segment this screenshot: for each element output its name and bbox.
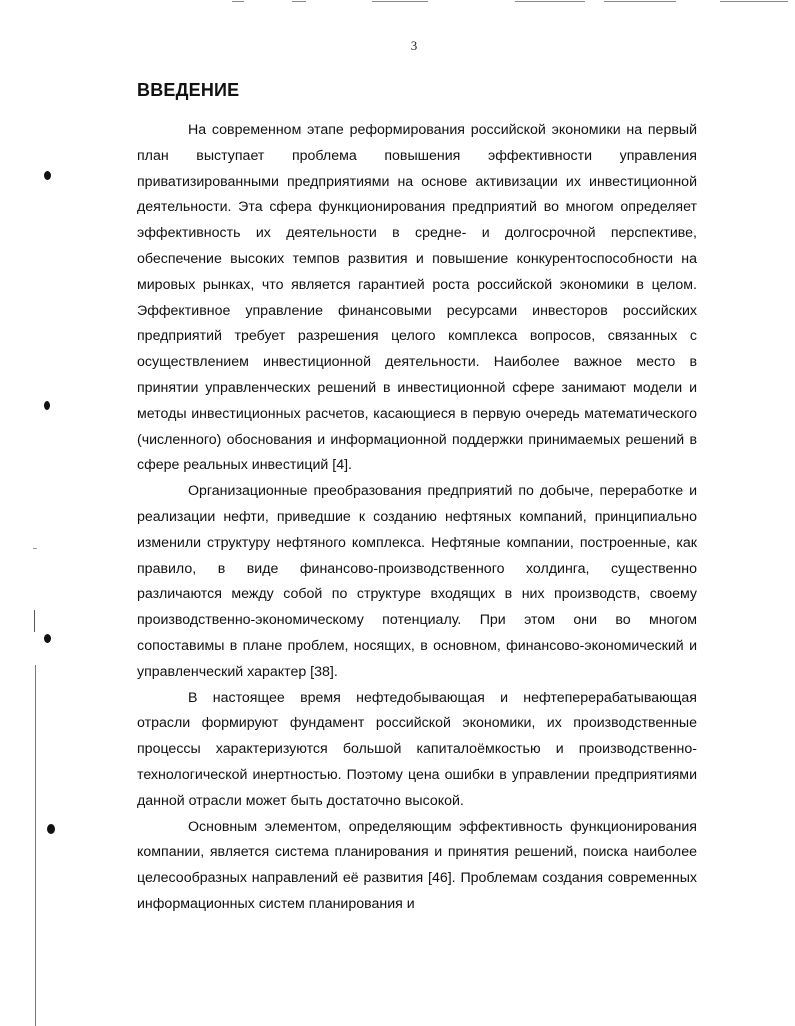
punch-hole-mark xyxy=(44,401,50,410)
scan-artifact-line xyxy=(515,1,585,2)
scan-artifact-line xyxy=(232,1,244,2)
punch-hole-mark xyxy=(44,634,51,643)
paragraph: Организационные преобразования предприятий по добыче, переработке и реализации нефти, приведшие к созданию нефтяных компаний, принципиально изменили структуру нефтяного комплекса. Нефтяные компании, построенные, как правило, в виде финансово-производственного холдинга, существенно различаются между собой по структуре входящих в них производств, своему производственно-экономическому потенциалу. При этом они во многом сопоставимы в плане проблем, носящих, в основном, финансово-экономический и управленческий характер [38]. xyxy=(137,483,697,680)
scan-artifact-edge xyxy=(34,610,35,632)
body-text xyxy=(137,118,697,918)
punch-hole-mark xyxy=(44,171,51,180)
scan-artifact-line xyxy=(372,1,428,2)
scan-artifact-line xyxy=(604,1,676,2)
paragraph: Основным элементом, определяющим эффективность функционирования компании, является система планирования и принятия решений, поиска наиболее целесообразных направлений её развития [46]. Проблемам создания современных информационных систем планирования и xyxy=(137,818,697,912)
scan-artifact-tick xyxy=(33,548,37,549)
scan-artifact-line xyxy=(292,1,306,2)
scan-artifact-edge xyxy=(35,665,36,1026)
paragraph: В настоящее время нефтедобывающая и нефтеперерабатывающая отрасли формируют фундамент российской экономики, их производственные процессы характеризуются большой капиталоёмкостью и производственно-технологической инертностью. Поэтому цена ошибки в управлении предприятиями данной отрасли может быть достаточно высокой. xyxy=(137,689,697,809)
scan-artifact-line xyxy=(720,1,788,2)
paragraph: На современном этапе реформирования российской экономики на первый план выступает проблема повышения эффективности управления приватизированными предприятиями на основе активизации их инвестиционной деятельности. Эта сфера функционирования предприятий во многом определяет эффективность их деятельности в средне- и долгосрочной перспективе, обеспечение высоких темпов развития и повышение конкурентоспособности на мировых рынках, что является гарантией роста российской экономики в целом. Эффективное управление финансовыми ресурсами инвесторов российских предприятий требует разрешения целого комплекса вопросов, связанных с осуществлением инвестиционной деятельности. Наиболее важное место в принятии управленческих решений в инвестиционной сфере занимают модели и методы инвестиционных расчетов, касающиеся в первую очередь математического (численного) обоснования и информационной поддержки принимаемых решений в сфере реальных инвестиций [4]. xyxy=(137,122,697,474)
section-heading: ВВЕДЕНИЕ xyxy=(137,80,240,100)
punch-hole-mark xyxy=(47,824,55,834)
page-number: 3 xyxy=(410,38,418,53)
